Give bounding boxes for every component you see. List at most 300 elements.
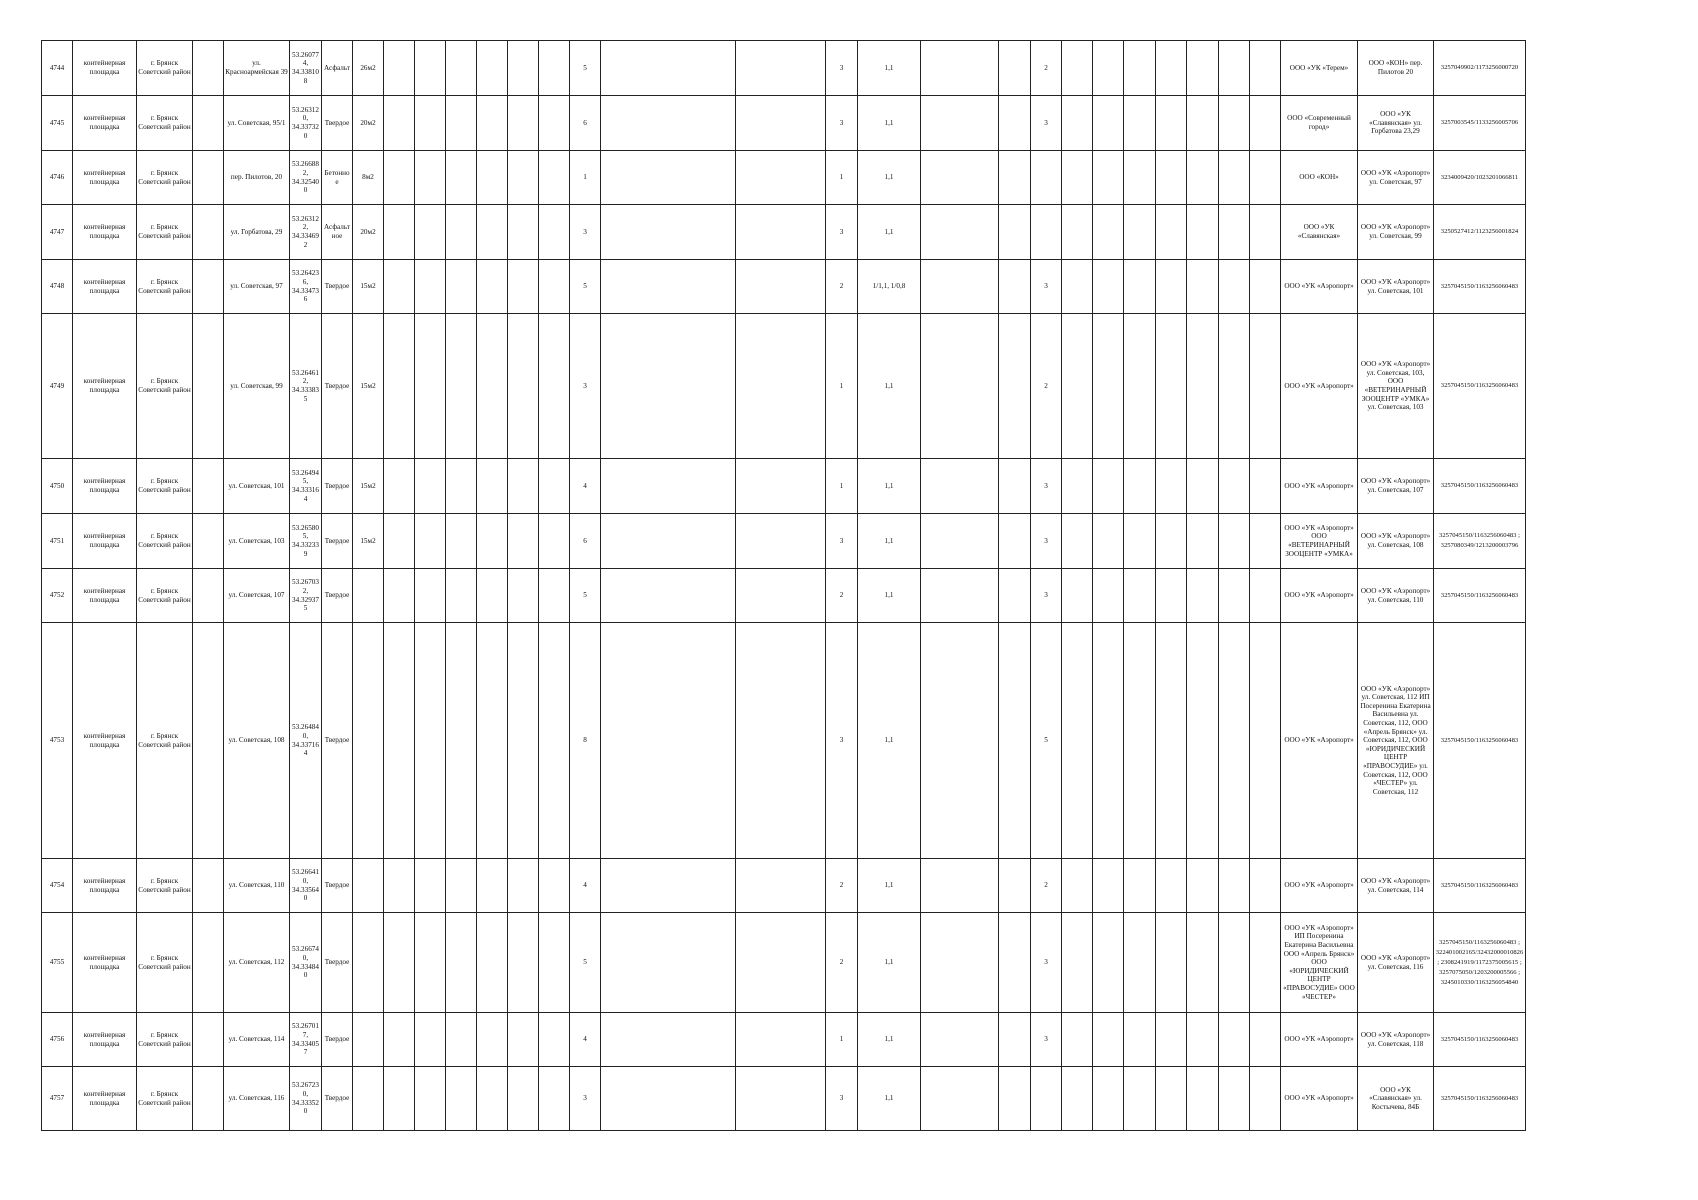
cell-org: ООО «УК «Аэропорт»	[1281, 569, 1358, 623]
cell-num: 4750	[42, 459, 73, 514]
empty-cell	[1093, 1067, 1124, 1131]
empty-cell	[1219, 151, 1250, 205]
empty-cell	[1219, 913, 1250, 1013]
cell-num: 4749	[42, 314, 73, 459]
cell-surface: Твердое	[322, 314, 353, 459]
table-row	[42, 859, 1526, 913]
empty-cell	[477, 514, 508, 569]
empty-cell	[1250, 314, 1281, 459]
empty-cell	[1250, 569, 1281, 623]
cell-inn: 3257045150/1163256060483	[1434, 569, 1526, 623]
cell-c2: 3	[1031, 260, 1062, 314]
empty-cell	[508, 205, 539, 260]
empty-cell	[384, 623, 415, 859]
empty-cell	[539, 205, 570, 260]
empty-cell	[601, 459, 736, 514]
empty-cell	[1124, 459, 1156, 514]
cell-city: г. Брянск Советский район	[137, 459, 193, 514]
cell-surface: Твердое	[322, 514, 353, 569]
cell-c3: 2	[826, 569, 858, 623]
empty-cell	[999, 41, 1031, 96]
cell-type: контейнерная площадка	[73, 514, 137, 569]
cell-city: г. Брянск Советский район	[137, 569, 193, 623]
empty-cell	[1124, 623, 1156, 859]
cell-c2: 2	[1031, 314, 1062, 459]
empty-cell	[384, 205, 415, 260]
cell-area	[353, 1013, 384, 1067]
empty-cell	[415, 623, 446, 859]
empty-cell	[446, 623, 477, 859]
cell-area: 20м2	[353, 96, 384, 151]
cell-c2	[1031, 205, 1062, 260]
table-row	[42, 151, 1526, 205]
cell-coords: 53.26701 7, 34.33405 7	[290, 1013, 322, 1067]
cell-c5: 5	[570, 913, 601, 1013]
cell-addr: ул. Советская, 114	[224, 1013, 290, 1067]
empty-cell	[1124, 205, 1156, 260]
empty-cell	[921, 1013, 999, 1067]
empty-cell	[193, 260, 224, 314]
empty-cell	[601, 314, 736, 459]
empty-cell	[477, 41, 508, 96]
table-row	[42, 459, 1526, 514]
table-row	[42, 913, 1526, 1013]
cell-org: ООО «УК «Аэропорт» ООО «ВЕТЕРИНАРНЫЙ ЗООЦЕНТР «УМКА»	[1281, 514, 1358, 569]
cell-city: г. Брянск Советский район	[137, 205, 193, 260]
cell-c5: 4	[570, 859, 601, 913]
empty-cell	[999, 1013, 1031, 1067]
empty-cell	[736, 96, 826, 151]
cell-coords: 53.26580 5, 34.33233 9	[290, 514, 322, 569]
empty-cell	[384, 314, 415, 459]
empty-cell	[539, 569, 570, 623]
empty-cell	[384, 151, 415, 205]
table-row	[42, 260, 1526, 314]
cell-src: ООО «УК «Аэропорт» ул. Советская, 103, ООО «ВЕТЕРИНАРНЫЙ ЗООЦЕНТР «УМКА» ул. Советская, 103	[1358, 314, 1434, 459]
cell-inn: 3250527412/1123256001824	[1434, 205, 1526, 260]
empty-cell	[1187, 205, 1219, 260]
empty-cell	[193, 569, 224, 623]
cell-coords: 53.26703 2, 34.32937 5	[290, 569, 322, 623]
cell-c5: 5	[570, 569, 601, 623]
table-row	[42, 96, 1526, 151]
empty-cell	[1124, 1013, 1156, 1067]
cell-c2: 3	[1031, 569, 1062, 623]
empty-cell	[999, 569, 1031, 623]
cell-c2: 3	[1031, 1013, 1062, 1067]
cell-addr: ул. Советская, 110	[224, 859, 290, 913]
empty-cell	[1250, 1067, 1281, 1131]
empty-cell	[1093, 514, 1124, 569]
cell-surface: Твердое	[322, 569, 353, 623]
empty-cell	[415, 1013, 446, 1067]
cell-c2: 3	[1031, 96, 1062, 151]
container-sites-table	[41, 40, 1526, 1131]
cell-surface: Твердое	[322, 96, 353, 151]
empty-cell	[736, 41, 826, 96]
cell-src: ООО «УК «Аэропорт» ул. Советская, 108	[1358, 514, 1434, 569]
cell-type: контейнерная площадка	[73, 314, 137, 459]
empty-cell	[999, 151, 1031, 205]
cell-num: 4744	[42, 41, 73, 96]
empty-cell	[736, 314, 826, 459]
empty-cell	[1124, 569, 1156, 623]
empty-cell	[1093, 260, 1124, 314]
empty-cell	[1156, 205, 1187, 260]
cell-city: г. Брянск Советский район	[137, 41, 193, 96]
empty-cell	[539, 859, 570, 913]
cell-c5: 1	[570, 151, 601, 205]
empty-cell	[921, 151, 999, 205]
empty-cell	[446, 913, 477, 1013]
cell-city: г. Брянск Советский район	[137, 260, 193, 314]
cell-coords: 53.26494 5, 34.33316 4	[290, 459, 322, 514]
empty-cell	[384, 859, 415, 913]
cell-addr: ул. Горбатова, 29	[224, 205, 290, 260]
empty-cell	[384, 1013, 415, 1067]
empty-cell	[193, 859, 224, 913]
cell-addr: ул. Советская, 107	[224, 569, 290, 623]
cell-addr: пер. Пилотов, 20	[224, 151, 290, 205]
empty-cell	[921, 205, 999, 260]
cell-inn: 3257045150/1163256060483	[1434, 1067, 1526, 1131]
cell-area	[353, 569, 384, 623]
empty-cell	[539, 314, 570, 459]
empty-cell	[1093, 151, 1124, 205]
empty-cell	[508, 1067, 539, 1131]
cell-type: контейнерная площадка	[73, 1067, 137, 1131]
cell-inn: 3257045150/1163256060483	[1434, 1013, 1526, 1067]
empty-cell	[415, 96, 446, 151]
empty-cell	[415, 41, 446, 96]
empty-cell	[1219, 314, 1250, 459]
empty-cell	[1062, 260, 1093, 314]
empty-cell	[508, 514, 539, 569]
cell-c3: 1	[826, 459, 858, 514]
empty-cell	[1250, 151, 1281, 205]
empty-cell	[999, 260, 1031, 314]
empty-cell	[1124, 96, 1156, 151]
cell-area	[353, 913, 384, 1013]
empty-cell	[508, 459, 539, 514]
empty-cell	[1219, 41, 1250, 96]
empty-cell	[193, 314, 224, 459]
empty-cell	[1062, 96, 1093, 151]
empty-cell	[1062, 859, 1093, 913]
empty-cell	[1062, 514, 1093, 569]
empty-cell	[999, 459, 1031, 514]
empty-cell	[1062, 913, 1093, 1013]
cell-coords: 53.26674 0, 34.33484 0	[290, 913, 322, 1013]
empty-cell	[1062, 151, 1093, 205]
table-row	[42, 41, 1526, 96]
empty-cell	[415, 913, 446, 1013]
empty-cell	[1219, 1013, 1250, 1067]
cell-c2: 3	[1031, 514, 1062, 569]
empty-cell	[999, 96, 1031, 151]
empty-cell	[1093, 569, 1124, 623]
cell-c2	[1031, 1067, 1062, 1131]
empty-cell	[1250, 96, 1281, 151]
empty-cell	[921, 859, 999, 913]
cell-type: контейнерная площадка	[73, 1013, 137, 1067]
empty-cell	[508, 96, 539, 151]
empty-cell	[446, 1013, 477, 1067]
empty-cell	[508, 314, 539, 459]
cell-org: ООО «УК «Аэропорт»	[1281, 859, 1358, 913]
cell-org: ООО «УК «Аэропорт»	[1281, 1013, 1358, 1067]
empty-cell	[999, 205, 1031, 260]
empty-cell	[1219, 859, 1250, 913]
empty-cell	[1062, 569, 1093, 623]
cell-src: ООО «КОН» пер. Пилотов 20	[1358, 41, 1434, 96]
cell-inn: 3257045150/1163256060483	[1434, 260, 1526, 314]
empty-cell	[193, 514, 224, 569]
empty-cell	[1062, 623, 1093, 859]
empty-cell	[1219, 1067, 1250, 1131]
cell-c3: 1	[826, 314, 858, 459]
empty-cell	[1124, 41, 1156, 96]
cell-c3: 3	[826, 1067, 858, 1131]
cell-area	[353, 623, 384, 859]
cell-c5: 4	[570, 459, 601, 514]
empty-cell	[1250, 913, 1281, 1013]
cell-num: 4752	[42, 569, 73, 623]
empty-cell	[601, 41, 736, 96]
cell-c5: 5	[570, 260, 601, 314]
cell-area	[353, 1067, 384, 1131]
empty-cell	[1187, 859, 1219, 913]
empty-cell	[1250, 1013, 1281, 1067]
cell-surface: Твердое	[322, 859, 353, 913]
empty-cell	[446, 96, 477, 151]
empty-cell	[508, 41, 539, 96]
cell-surface: Твердое	[322, 623, 353, 859]
empty-cell	[736, 1067, 826, 1131]
empty-cell	[415, 314, 446, 459]
empty-cell	[1062, 205, 1093, 260]
empty-cell	[1156, 260, 1187, 314]
empty-cell	[1156, 96, 1187, 151]
cell-org: ООО «УК «Терем»	[1281, 41, 1358, 96]
cell-coords: 53.26688 2, 34.32540 0	[290, 151, 322, 205]
empty-cell	[1156, 314, 1187, 459]
cell-coords: 53.26723 0, 34.33352 0	[290, 1067, 322, 1131]
cell-num: 4754	[42, 859, 73, 913]
empty-cell	[446, 260, 477, 314]
empty-cell	[539, 623, 570, 859]
cell-area: 26м2	[353, 41, 384, 96]
cell-area: 15м2	[353, 459, 384, 514]
empty-cell	[1250, 41, 1281, 96]
cell-vol: 1,1	[858, 569, 921, 623]
empty-cell	[446, 459, 477, 514]
cell-src: ООО «УК «Аэропорт» ул. Советская, 97	[1358, 151, 1434, 205]
empty-cell	[736, 623, 826, 859]
empty-cell	[1219, 96, 1250, 151]
empty-cell	[736, 859, 826, 913]
empty-cell	[1062, 459, 1093, 514]
empty-cell	[384, 41, 415, 96]
empty-cell	[539, 151, 570, 205]
cell-vol: 1,1	[858, 514, 921, 569]
empty-cell	[415, 569, 446, 623]
cell-num: 4747	[42, 205, 73, 260]
cell-surface: Асфальт ное	[322, 205, 353, 260]
empty-cell	[539, 1013, 570, 1067]
empty-cell	[736, 205, 826, 260]
empty-cell	[1124, 260, 1156, 314]
empty-cell	[415, 459, 446, 514]
empty-cell	[601, 569, 736, 623]
empty-cell	[477, 96, 508, 151]
cell-coords: 53.26641 0, 34.33564 0	[290, 859, 322, 913]
empty-cell	[1062, 41, 1093, 96]
empty-cell	[601, 514, 736, 569]
cell-vol: 1,1	[858, 151, 921, 205]
empty-cell	[415, 205, 446, 260]
cell-inn: 3257045150/1163256060483	[1434, 623, 1526, 859]
cell-type: контейнерная площадка	[73, 151, 137, 205]
cell-coords: 53.26484 0, 34.33716 4	[290, 623, 322, 859]
empty-cell	[1156, 41, 1187, 96]
empty-cell	[921, 623, 999, 859]
empty-cell	[1250, 859, 1281, 913]
empty-cell	[1093, 205, 1124, 260]
cell-addr: ул. Советская, 116	[224, 1067, 290, 1131]
cell-src: ООО «УК «Аэропорт» ул. Советская, 99	[1358, 205, 1434, 260]
empty-cell	[1219, 623, 1250, 859]
cell-coords: 53.26423 6, 34.33473 6	[290, 260, 322, 314]
cell-type: контейнерная площадка	[73, 459, 137, 514]
empty-cell	[508, 913, 539, 1013]
empty-cell	[415, 514, 446, 569]
empty-cell	[415, 1067, 446, 1131]
cell-c2: 2	[1031, 859, 1062, 913]
cell-coords: 53.26312 0, 34.33732 0	[290, 96, 322, 151]
cell-org: ООО «УК «Славянская»	[1281, 205, 1358, 260]
empty-cell	[446, 41, 477, 96]
cell-c2: 3	[1031, 459, 1062, 514]
empty-cell	[1250, 205, 1281, 260]
empty-cell	[1219, 205, 1250, 260]
cell-org: ООО «УК «Аэропорт» ИП Посеренина Екатерина Васильевна ООО «Апрель Брянск» ООО «ЮРИДИЧЕСКИЙ ЦЕНТР «ПРАВОСУДИЕ» ООО «ЧЕСТЕР»	[1281, 913, 1358, 1013]
empty-cell	[1124, 1067, 1156, 1131]
cell-addr: ул. Советская, 101	[224, 459, 290, 514]
empty-cell	[539, 913, 570, 1013]
empty-cell	[446, 205, 477, 260]
cell-inn: 3257045150/1163256060483 ; 322401002165/32432000010826 ; 2308241919/1172375005615 ; 3257075050/1203200005566 ; 3245010330/1163256054840	[1434, 913, 1526, 1013]
cell-src: ООО «УК «Славянская» ул. Костычева, 84Б	[1358, 1067, 1434, 1131]
empty-cell	[384, 514, 415, 569]
cell-area	[353, 859, 384, 913]
empty-cell	[921, 913, 999, 1013]
cell-city: г. Брянск Советский район	[137, 314, 193, 459]
cell-src: ООО «УК «Аэропорт» ул. Советская, 118	[1358, 1013, 1434, 1067]
empty-cell	[1156, 913, 1187, 1013]
cell-coords: 53.26077 4, 34.33810 8	[290, 41, 322, 96]
empty-cell	[1156, 1067, 1187, 1131]
cell-vol: 1,1	[858, 913, 921, 1013]
cell-inn: 3234009420/1023201066811	[1434, 151, 1526, 205]
cell-c5: 3	[570, 314, 601, 459]
empty-cell	[1124, 514, 1156, 569]
empty-cell	[1093, 41, 1124, 96]
cell-inn: 3257045150/1163256060483	[1434, 459, 1526, 514]
cell-surface: Твердое	[322, 1013, 353, 1067]
empty-cell	[1124, 151, 1156, 205]
empty-cell	[1062, 314, 1093, 459]
empty-cell	[477, 859, 508, 913]
cell-city: г. Брянск Советский район	[137, 151, 193, 205]
cell-c3: 3	[826, 514, 858, 569]
cell-src: ООО «УК «Славянская» ул. Горбатова 23,29	[1358, 96, 1434, 151]
empty-cell	[384, 459, 415, 514]
empty-cell	[508, 260, 539, 314]
cell-area: 15м2	[353, 260, 384, 314]
empty-cell	[384, 260, 415, 314]
cell-src: ООО «УК «Аэропорт» ул. Советская, 116	[1358, 913, 1434, 1013]
empty-cell	[1250, 459, 1281, 514]
empty-cell	[1219, 569, 1250, 623]
cell-c3: 1	[826, 151, 858, 205]
empty-cell	[601, 1013, 736, 1067]
empty-cell	[384, 96, 415, 151]
empty-cell	[193, 913, 224, 1013]
cell-city: г. Брянск Советский район	[137, 859, 193, 913]
empty-cell	[193, 151, 224, 205]
cell-vol: 1,1	[858, 1067, 921, 1131]
empty-cell	[446, 151, 477, 205]
empty-cell	[1187, 96, 1219, 151]
cell-type: контейнерная площадка	[73, 913, 137, 1013]
empty-cell	[1156, 1013, 1187, 1067]
empty-cell	[477, 623, 508, 859]
empty-cell	[601, 623, 736, 859]
table-row	[42, 1013, 1526, 1067]
empty-cell	[477, 459, 508, 514]
cell-city: г. Брянск Советский район	[137, 623, 193, 859]
empty-cell	[539, 96, 570, 151]
cell-addr: ул. Советская, 95/1	[224, 96, 290, 151]
empty-cell	[415, 260, 446, 314]
empty-cell	[1219, 514, 1250, 569]
empty-cell	[999, 859, 1031, 913]
empty-cell	[1187, 1013, 1219, 1067]
empty-cell	[1093, 459, 1124, 514]
empty-cell	[601, 205, 736, 260]
empty-cell	[1124, 913, 1156, 1013]
cell-num: 4748	[42, 260, 73, 314]
empty-cell	[921, 314, 999, 459]
empty-cell	[999, 1067, 1031, 1131]
cell-inn: 3257045150/1163256060483 ; 3257080349/1213200003796	[1434, 514, 1526, 569]
empty-cell	[539, 260, 570, 314]
cell-type: контейнерная площадка	[73, 205, 137, 260]
empty-cell	[477, 1067, 508, 1131]
empty-cell	[1250, 260, 1281, 314]
cell-surface: Асфальт	[322, 41, 353, 96]
table-row	[42, 1067, 1526, 1131]
empty-cell	[1093, 1013, 1124, 1067]
cell-inn: 3257003545/1133256005706	[1434, 96, 1526, 151]
cell-inn: 3257045150/1163256060483	[1434, 859, 1526, 913]
table-row	[42, 623, 1526, 859]
cell-num: 4755	[42, 913, 73, 1013]
empty-cell	[601, 1067, 736, 1131]
cell-city: г. Брянск Советский район	[137, 1067, 193, 1131]
cell-c3: 1	[826, 1013, 858, 1067]
